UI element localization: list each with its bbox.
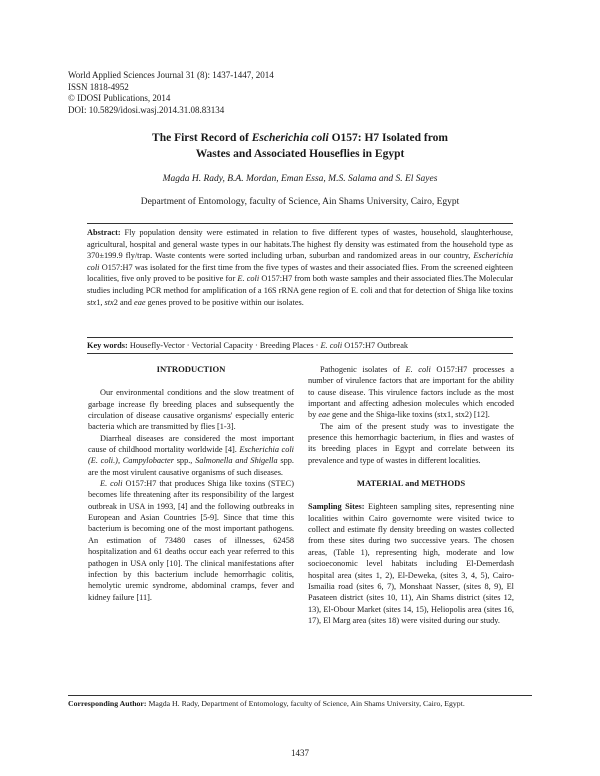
abstract-text: Fly population density were estimated in relation to five different types of wastes, household, slaughterhouse, agricultural, hospital and general waste types in our habitats.The highest fly density was estimated from the household type as 370±199.9 fly/trap. Waste contents were sorted including urban, suburban and randomized areas in our country,	[87, 228, 513, 261]
corresponding-label: Corresponding Author:	[68, 699, 147, 708]
abstract-text: 2 and	[113, 297, 135, 307]
bold-run: Sampling Sites:	[308, 502, 365, 512]
affiliation: Department of Entomology, faculty of Science, Ain Shams University, Cairo, Egypt	[140, 197, 460, 207]
abstract-italic: eae	[134, 297, 146, 307]
corresponding-author	[68, 695, 532, 708]
title-organism: Escherichia coli	[251, 132, 329, 144]
abstract-italic: E. coli	[237, 274, 260, 284]
abstract-italic: stx	[104, 297, 114, 307]
paragraph: Our environmental conditions and the slow treatment of garbage increase fly breeding places and subsequently the circulation of disease causative organisms' especially enteric bacteria which are transmitted by flies [1-3].	[88, 388, 294, 432]
abstract-italic: stx	[87, 297, 97, 307]
paper-title	[60, 130, 540, 162]
italic-run: eae	[318, 410, 330, 420]
abstract-text: 1,	[96, 297, 105, 307]
keywords-text: O157:H7 Outbreak	[342, 341, 409, 350]
italic-run: Salmonella and Shigella	[195, 456, 278, 466]
abstract-label: Abstract:	[87, 228, 121, 237]
authors: Magda H. Rady, B.A. Mordan, Eman Essa, M.S. Salama and S. El Sayes	[162, 174, 438, 184]
issn: ISSN 1818-4952	[68, 81, 129, 92]
keywords-italic: E. coli	[320, 341, 343, 350]
text-run: Pathogenic isolates of	[320, 365, 406, 374]
text-run: Diarrheal diseases are considered the most important cause of childhood mortality worldwide [4].	[88, 433, 294, 455]
section-heading-methods: MATERIAL and METHODS	[356, 478, 466, 489]
abstract-text: O157:H7 was isolated for the first time from the five types of wastes and their associated flies. From the screened eighteen localities, five only proved to be positive for	[87, 262, 513, 284]
doi: DOI: 10.5829/idosi.wasj.2014.31.08.83134	[68, 104, 225, 115]
italic-run: E. coli	[100, 479, 123, 489]
keywords-label: Key words:	[87, 341, 128, 350]
abstract-italic: Escherichia coli	[87, 251, 513, 272]
paragraph	[308, 364, 514, 421]
corresponding-text: Magda H. Rady, Department of Entomology, faculty of Science, Ain Shams University, Cairo, Egypt.	[146, 699, 465, 708]
text-run: Eighteen sampling sites, representing nine localities within Cairo governomte were visited twice to collect and estimate fly density breeding on wastes collected from these sites during two successive years. The chosen areas, (Table 1), representing high, moderate and low socioeconomic level habitats including El-Demerdash hospital area (sites 1, 2), El-Deweka, (sites 3, 4, 5), Cairo-Ismailia road (sites 6, 7), Monshaat Nasser, (sites 8, 9), El Pasateen district (sites 10, 11), Ain Shams district (sites 12, 13), El-Obour Market (sites 14, 15), Heliopolis area (sites 16, 17), El Marg area (sites 18) were visited during our study.	[308, 502, 514, 625]
italic-run: E. coli	[405, 365, 431, 374]
keywords-text: Housefly-Vector · Vectorial Capacity · Breeding Places ·	[127, 341, 321, 350]
title-part1: The First Record of	[152, 132, 252, 144]
right-column	[308, 364, 514, 626]
copyright: © IDOSI Publications, 2014	[68, 93, 171, 104]
text-run: O157:H7 processes a number of virulence factors that are important for the ability to cause disease. This virulence factors include as the most important and affecting adhesion molecules which encoded by	[308, 365, 514, 420]
paragraph	[308, 501, 514, 626]
abstract-text: genes proved to be positive within our isolates.	[145, 297, 304, 307]
journal-metadata	[68, 70, 274, 116]
page-number: 1437	[291, 748, 309, 758]
paragraph: The aim of the present study was to investigate the presence this hemorrhagic bacterium, in flies and wastes of its breeding places in Egypt and correlate between its prevalence and type of wastes in different localities.	[308, 421, 514, 465]
title-line-1	[60, 130, 540, 146]
title-line-2: Wastes and Associated Houseflies in Egypt	[195, 148, 405, 160]
abstract-text: O157:H7 from both waste samples and their associated flies.The Molecular studies including PCR method for amplification of a 16S rRNA gene region of E. coli and that for detection of Shiga like toxins	[87, 274, 513, 295]
text-run: spp. are the most virulent causative organisms of such diseases.	[88, 456, 295, 477]
text-run: gene and the Shiga-like toxins (stx1, stx2) [12].	[329, 410, 490, 420]
left-column	[88, 364, 294, 603]
section-heading-introduction: INTRODUCTION	[156, 364, 226, 374]
text-run: spp.,	[173, 456, 196, 466]
paragraph	[88, 478, 294, 603]
text-run: O157:H7 that produces Shiga like toxins (STEC) becomes life threatening after its responsibility of the largest outbreak in USA in 1993, [4] and the following outbreaks in European and Asian Countries [5-9]. Since that time this bacterium is becoming one of the most important pathogens. An estimation of 73480 cases of illnesses, 62458 hospitalization and 61 deaths occur each year referred to this pathogen in USA only [10]. The clinical manifestations after infection by this bacterium include hemorrhagic colitis, hemolytic uremic syndrome, abdominal cramps, fever and kidney failure [11].	[88, 479, 294, 602]
title-part2: O157: H7 Isolated from	[328, 132, 448, 144]
journal-citation: World Applied Sciences Journal 31 (8): 1437-1447, 2014	[68, 70, 274, 80]
abstract	[87, 223, 513, 308]
keywords	[87, 337, 513, 354]
paragraph	[88, 433, 294, 478]
italic-run: Escherichia coli (E. coli.), Campylobacter	[88, 445, 294, 466]
